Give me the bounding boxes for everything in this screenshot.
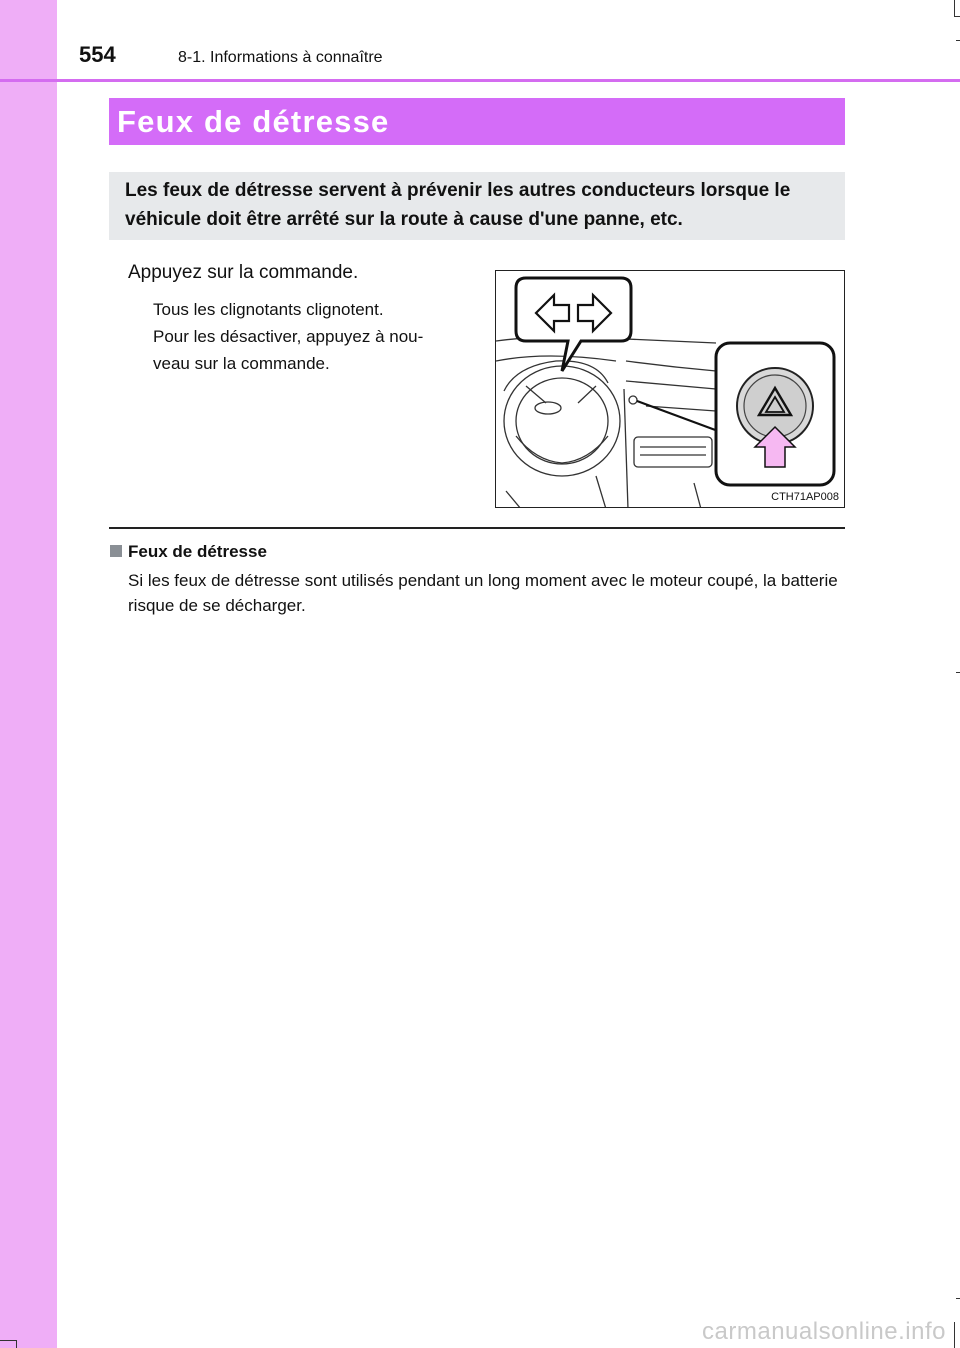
crop-mark — [954, 0, 955, 16]
crop-mark — [956, 40, 960, 41]
crop-mark — [954, 16, 960, 17]
crop-mark — [0, 1340, 16, 1341]
crop-mark — [956, 1298, 960, 1299]
page-number: 554 — [79, 42, 116, 67]
dashboard-drawing — [496, 271, 845, 508]
subsection-body: Si les feux de détresse sont utilisés pendant un long moment avec le moteur coupé, la batterie risque de se décharger. — [128, 571, 838, 615]
instruction-note — [153, 296, 475, 377]
intro-text: Les feux de détresse servent à prévenir les autres conducteurs lorsque le véhicule doit être arrêté sur la route à cause d'une panne, etc. — [125, 180, 791, 230]
figure-code: CTH71AP008 — [771, 491, 839, 503]
crop-mark — [956, 672, 960, 673]
instruction: Appuyez sur la commande. — [128, 262, 359, 283]
header-rule — [0, 79, 960, 82]
intro-box — [109, 172, 845, 240]
note-line: veau sur la commande. — [153, 354, 330, 373]
page-title: Feux de détresse — [117, 104, 390, 139]
crop-mark — [16, 1340, 17, 1348]
note-line: Pour les désactiver, appuyez à nou- — [153, 327, 424, 346]
watermark: carmanualsonline.info — [702, 1318, 946, 1345]
dashboard-illustration — [495, 270, 845, 508]
square-bullet-icon — [110, 545, 122, 557]
title-bar — [109, 98, 845, 145]
side-strip — [0, 0, 57, 1348]
subsection-heading: Feux de détresse — [128, 542, 267, 561]
section-divider — [109, 527, 845, 529]
note-line: Tous les clignotants clignotent. — [153, 300, 384, 319]
crop-mark — [954, 1322, 955, 1348]
section-label: 8-1. Informations à connaître — [178, 49, 383, 66]
